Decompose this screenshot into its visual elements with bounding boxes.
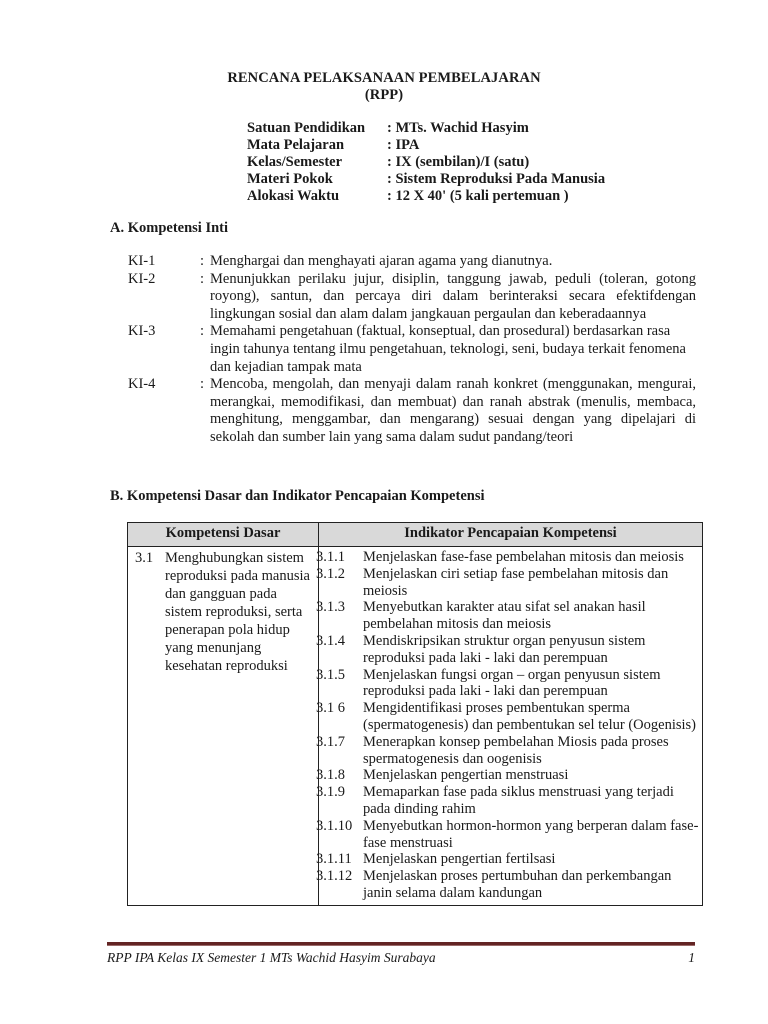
indicator-text: Mengidentifikasi proses pembentukan sperma (spermatogenesis) dan pembentukan sel telur (Oogenisis) [363, 700, 697, 733]
meta-label: Kelas/Semester [247, 154, 343, 170]
indicator-cell [316, 547, 703, 906]
document-title: RENCANA PELAKSANAAN PEMBELAJARAN [227, 70, 541, 86]
indicator-text: Menjelaskan pengertian menstruasi [363, 767, 569, 784]
indicator-text: Mendiskripsikan struktur organ penyusun sistem reproduksi pada laki - laki dan perempuan [363, 632, 646, 666]
ki-label: KI-3 [128, 323, 156, 340]
indicator-text: Memaparkan fase pada siklus menstruasi yang terjadi pada dinding rahim [363, 784, 674, 817]
meta-row-alokasi-waktu [247, 188, 605, 205]
ki-label: KI-4 [128, 376, 156, 393]
identity-block [247, 120, 605, 205]
meta-label: Materi Pokok [247, 171, 333, 187]
indicator-number: 3.1 6 [316, 700, 345, 717]
indicator-number: 3.1.11 [316, 851, 352, 868]
indicator-item [316, 851, 699, 868]
indicator-item [316, 549, 699, 566]
meta-value: : MTs. Wachid Hasyim [387, 120, 529, 136]
competency-table [127, 522, 703, 906]
column-header-indikator: Indikator Pencapaian Kompetensi [319, 523, 703, 547]
meta-label: Alokasi Waktu [247, 188, 340, 204]
section-b-heading: B. Kompetensi Dasar dan Indikator Pencapaian Kompetensi [110, 488, 485, 504]
indicator-text: Menjelaskan ciri setiap fase pembelahan mitosis dan meiosis [363, 565, 669, 599]
ki-text: Menghargai dan menghayati ajaran agama yang dianutnya. [210, 253, 553, 269]
indicator-number: 3.1.5 [316, 666, 345, 683]
indicator-text: Menjelaskan pengertian fertilsasi [363, 851, 556, 868]
indicator-item [316, 666, 699, 701]
table-row [128, 547, 703, 906]
indicator-number: 3.1.10 [316, 817, 353, 834]
indicator-number: 3.1.4 [316, 632, 345, 649]
ki-text: Memahami pengetahuan (faktual, konseptual, dan prosedural) berdasarkan rasa ingin tahunya tentang ilmu pengetahuan, teknologi, seni, budaya terkait fenomena dan kejadian tampak mata [210, 323, 686, 375]
ki-text: Mencoba, mengolah, dan menyaji dalam ranah konkret (menggunakan, mengurai, merangkai, memodifikasi, dan membuat) dan ranah abstrak (menulis, membaca, menghitung, menggambar, dan mengarang) sesuai dengan yang dipelajari di sekolah dan sumber lain yang sama dalam sudut pandang/teori [210, 376, 696, 445]
indicator-number: 3.1.12 [316, 868, 353, 885]
table-header-row [128, 523, 703, 547]
indicator-item [316, 565, 699, 600]
meta-label: Satuan Pendidikan [247, 120, 366, 136]
meta-value: : IPA [387, 137, 420, 153]
ki-text: Menunjukkan perilaku jujur, disiplin, tanggung jawab, peduli (toleran, gotong royong), santun, dan percaya diri dalam berinteraksi secara efektifdengan lingkungan sosial dan alam dalam jangkauan pergaulan dan keberadaannya [210, 270, 696, 322]
meta-value: : IX (sembilan)/I (satu) [387, 154, 530, 170]
kompetensi-inti-list [128, 253, 696, 447]
indicator-number: 3.1.8 [316, 767, 345, 784]
ki-colon: : [200, 323, 205, 340]
section-a-heading: A. Kompetensi Inti [110, 220, 229, 236]
ki-colon: : [200, 270, 205, 287]
indicator-text: Menjelaskan fase-fase pembelahan mitosis dan meiosis [363, 549, 684, 565]
indicator-number: 3.1.9 [316, 784, 345, 801]
ki-colon: : [200, 376, 205, 393]
indicator-item [316, 733, 699, 768]
indicator-item [316, 868, 699, 902]
ki-label: KI-1 [128, 253, 156, 269]
footer-title: RPP IPA Kelas IX Semester 1 MTs Wachid Hasyim Surabaya [107, 950, 436, 965]
indicator-number: 3.1.7 [316, 733, 345, 750]
ki-label: KI-2 [128, 270, 156, 287]
indicator-item [316, 632, 699, 667]
meta-row-materi-pokok [247, 171, 605, 188]
ki-item [128, 253, 696, 271]
indicator-text: Menyebutkan hormon-hormon yang berperan dalam fase-fase menstruasi [363, 817, 699, 851]
meta-value: : 12 X 40' (5 kali pertemuan ) [387, 188, 569, 204]
meta-value: : Sistem Reproduksi Pada Manusia [387, 171, 606, 187]
meta-row-satuan-pendidikan [247, 120, 605, 137]
indicator-number: 3.1.3 [316, 599, 345, 616]
kd-text: Menghubungkan sistem reproduksi pada manusia dan gangguan pada sistem reproduksi, serta penerapan pola hidup yang menunjang kesehatan reproduksi [165, 550, 310, 674]
meta-label: Mata Pelajaran [247, 137, 345, 153]
indicator-text: Menyebutkan karakter atau sifat sel anakan hasil pembelahan mitosis dan meiosis [363, 599, 646, 633]
meta-row-mata-pelajaran [247, 137, 605, 154]
indicator-text: Menerapkan konsep pembelahan Miosis pada proses spermatogenesis dan oogenisis [363, 733, 669, 767]
indicator-number: 3.1.2 [316, 565, 345, 582]
ki-colon: : [200, 253, 205, 269]
indicator-item [316, 767, 699, 784]
meta-row-kelas-semester [247, 154, 605, 171]
page-number: 1 [688, 950, 695, 965]
indicator-item [316, 599, 699, 633]
kd-number: 3.1 [135, 550, 154, 566]
indicator-text: Menjelaskan fungsi organ – organ penyusun sistem reproduksi pada laki - laki dan perempuan [363, 666, 661, 700]
ki-item [128, 323, 696, 376]
kd-cell [128, 547, 319, 906]
indicator-item [316, 817, 699, 852]
indicator-item [316, 784, 699, 818]
page-footer [107, 950, 695, 966]
indicator-number: 3.1.1 [316, 549, 345, 565]
document-subtitle: (RPP) [364, 87, 404, 103]
column-header-kompetensi-dasar: Kompetensi Dasar [128, 523, 319, 547]
ki-item [128, 376, 696, 446]
footer-divider [107, 942, 695, 946]
ki-item [128, 271, 696, 324]
indicator-text: Menjelaskan proses pertumbuhan dan perkembangan janin selama dalam kandungan [363, 868, 672, 901]
indicator-item [316, 700, 699, 734]
